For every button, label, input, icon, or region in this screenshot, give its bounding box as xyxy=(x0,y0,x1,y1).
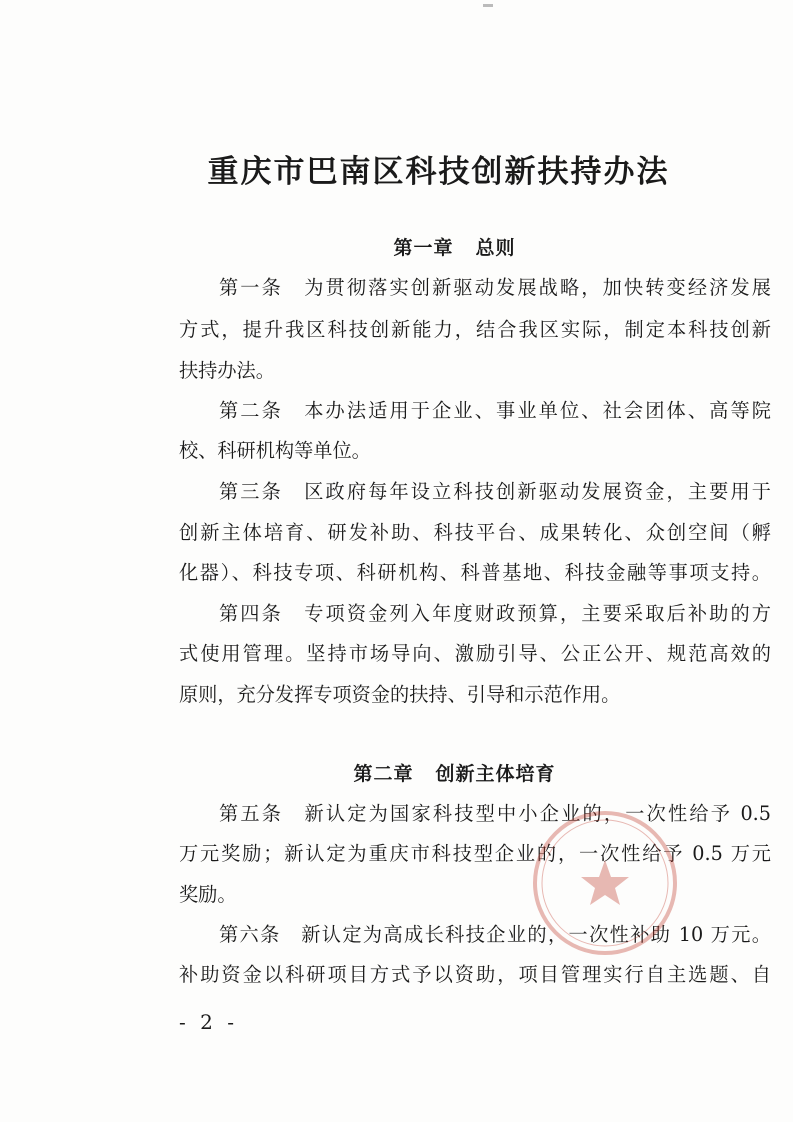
article-line: 方式，提升我区科技创新能力，结合我区实际，制定本科技创新 xyxy=(179,318,771,341)
article-line: 式使用管理。坚持市场导向、激励引导、公正公开、规范高效的 xyxy=(179,642,771,665)
chapter-name: 总则 xyxy=(475,237,516,259)
article-line: 奖励。 xyxy=(179,883,237,906)
document-title: 重庆市巴南区科技创新扶持办法 xyxy=(207,154,670,190)
article-line: 原则，充分发挥专项资金的扶持、引导和示范作用。 xyxy=(179,683,621,706)
chapter-label: 第一章 xyxy=(393,237,454,259)
official-seal-icon xyxy=(530,808,680,958)
article-line: 第五条 新认定为国家科技型中小企业的，一次性给予 0.5 xyxy=(219,802,771,825)
article-line: 补助资金以科研项目方式予以资助，项目管理实行自主选题、自 xyxy=(179,963,771,986)
article-line: 创新主体培育、研发补助、科技平台、成果转化、众创空间（孵 xyxy=(179,521,771,544)
article-line: 第六条 新认定为高成长科技企业的，一次性补助 10 万元。 xyxy=(219,923,771,946)
chapter-label: 第二章 xyxy=(353,763,414,785)
scan-mark xyxy=(483,4,493,7)
article-line: 校、科研机构等单位。 xyxy=(179,439,371,462)
article-line: 万元奖励；新认定为重庆市科技型企业的，一次性给予 0.5 万元 xyxy=(179,842,771,865)
page-number: - 2 - xyxy=(179,1010,238,1034)
article-line: 第四条 专项资金列入年度财政预算，主要采取后补助的方 xyxy=(219,602,771,625)
chapter-heading-1 xyxy=(0,233,793,260)
chapter-heading-2 xyxy=(0,759,793,786)
article-line: 第二条 本办法适用于企业、事业单位、社会团体、高等院 xyxy=(219,399,771,422)
article-line: 第一条 为贯彻落实创新驱动发展战略，加快转变经济发展 xyxy=(219,276,771,299)
article-line: 化器）、科技专项、科研机构、科普基地、科技金融等事项支持。 xyxy=(179,561,771,584)
article-line: 第三条 区政府每年设立科技创新驱动发展资金，主要用于 xyxy=(219,480,771,503)
chapter-name: 创新主体培育 xyxy=(435,763,556,785)
article-line: 扶持办法。 xyxy=(179,359,275,382)
